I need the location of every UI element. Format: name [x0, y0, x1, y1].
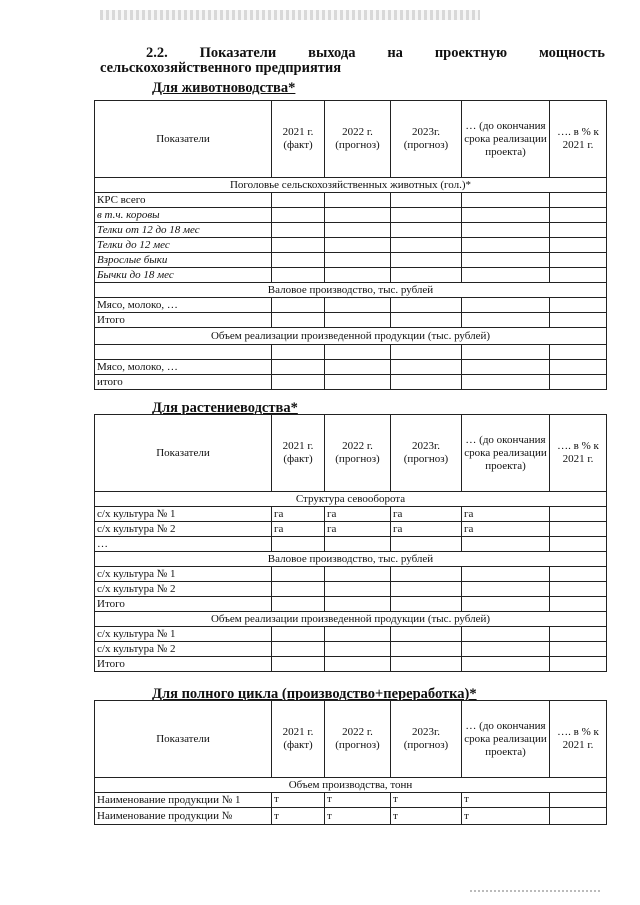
- row-label: Телки до 12 мес: [95, 238, 272, 253]
- table-row: [95, 193, 607, 208]
- unit-cell: т: [462, 808, 550, 825]
- section-heading: [100, 46, 605, 76]
- heading-line2: сельскохозяйственного предприятия: [100, 60, 342, 76]
- table-row: [95, 808, 607, 825]
- row-label: с/х культура № 2: [95, 582, 272, 597]
- table-row: [95, 253, 607, 268]
- section-label: Объем реализации произведенной продукции (тыс. рублей): [95, 612, 607, 627]
- col-2023: 2023г. (прогноз): [391, 415, 462, 492]
- table-row: [95, 582, 607, 597]
- row-label: с/х культура № 1: [95, 567, 272, 582]
- unit-cell: га: [272, 522, 325, 537]
- unit-cell: т: [272, 793, 325, 808]
- col-percent: …. в % к 2021 г.: [550, 415, 607, 492]
- row-label: Бычки до 18 мес: [95, 268, 272, 283]
- row-label: Наименование продукции № 1: [95, 793, 272, 808]
- row-label: с/х культура № 1: [95, 507, 272, 522]
- crop-title: Для растениеводства*: [152, 400, 298, 416]
- col-until-end: … (до окончания срока реализации проекта): [462, 701, 550, 778]
- table-row: [95, 597, 607, 612]
- unit-cell: т: [325, 793, 391, 808]
- unit-cell: га: [325, 507, 391, 522]
- table-row: [95, 360, 607, 375]
- table-row: [95, 507, 607, 522]
- row-label: Итого: [95, 597, 272, 612]
- col-until-end: … (до окончания срока реализации проекта): [462, 415, 550, 492]
- heading-word: проектную: [434, 45, 508, 61]
- col-2023: 2023г. (прогноз): [391, 101, 462, 178]
- table-row: [95, 537, 607, 552]
- col-2022: 2022 г. (прогноз): [325, 701, 391, 778]
- col-indicators: Показатели: [95, 701, 272, 778]
- table-row: [95, 567, 607, 582]
- col-percent: …. в % к 2021 г.: [550, 101, 607, 178]
- col-indicators: Показатели: [95, 101, 272, 178]
- header-row: [95, 415, 607, 492]
- table-row: [95, 522, 607, 537]
- header-row: [95, 701, 607, 778]
- row-label: КРС всего: [95, 193, 272, 208]
- unit-cell: га: [272, 507, 325, 522]
- section-row: [95, 778, 607, 793]
- unit-cell: га: [391, 522, 462, 537]
- table-row: [95, 345, 607, 360]
- unit-cell: га: [325, 522, 391, 537]
- table-row: [95, 298, 607, 313]
- unit-cell: т: [325, 808, 391, 825]
- table-row: [95, 793, 607, 808]
- unit-cell: га: [462, 522, 550, 537]
- col-until-end: … (до окончания срока реализации проекта): [462, 101, 550, 178]
- section-row: [95, 283, 607, 298]
- table-row: [95, 208, 607, 223]
- row-label: Наименование продукции №: [95, 808, 272, 825]
- section-label: Валовое производство, тыс. рублей: [95, 552, 607, 567]
- row-label: с/х культура № 1: [95, 627, 272, 642]
- heading-word: выхода: [308, 45, 356, 61]
- table-row: [95, 627, 607, 642]
- row-label: Мясо, молоко, …: [95, 360, 272, 375]
- row-label: Мясо, молоко, …: [95, 298, 272, 313]
- unit-cell: га: [462, 507, 550, 522]
- row-label: итого: [95, 375, 272, 390]
- row-label: Итого: [95, 657, 272, 672]
- row-label: в т.ч. коровы: [95, 208, 272, 223]
- unit-cell: т: [391, 808, 462, 825]
- unit-cell: га: [391, 507, 462, 522]
- full-cycle-table: [94, 700, 607, 825]
- section-row: [95, 492, 607, 507]
- row-label: Взрослые быки: [95, 253, 272, 268]
- col-percent: …. в % к 2021 г.: [550, 701, 607, 778]
- section-label: Структура севооборота: [95, 492, 607, 507]
- heading-word: Показатели: [199, 45, 277, 61]
- full-cycle-title: Для полного цикла (производство+переработка)*: [152, 686, 477, 702]
- table-row: [95, 268, 607, 283]
- row-label: с/х культура № 2: [95, 642, 272, 657]
- scan-artifact: [470, 890, 600, 892]
- table-row: [95, 642, 607, 657]
- header-row: [95, 101, 607, 178]
- table-row: [95, 313, 607, 328]
- section-row: [95, 178, 607, 193]
- section-label: Поголовье сельскохозяйственных животных (гол.)*: [95, 178, 607, 193]
- unit-cell: т: [272, 808, 325, 825]
- section-label: Объем производства, тонн: [95, 778, 607, 793]
- crop-table: [94, 414, 607, 672]
- table-row: [95, 375, 607, 390]
- livestock-title: Для животноводства*: [152, 80, 296, 96]
- col-indicators: Показатели: [95, 415, 272, 492]
- section-number: 2.2.: [146, 45, 168, 61]
- section-row: [95, 328, 607, 345]
- section-label: Объем реализации произведенной продукции (тыс. рублей): [95, 328, 607, 345]
- section-label: Валовое производство, тыс. рублей: [95, 283, 607, 298]
- table-row: [95, 657, 607, 672]
- col-2021: 2021 г. (факт): [272, 101, 325, 178]
- col-2022: 2022 г. (прогноз): [325, 415, 391, 492]
- heading-word: на: [387, 45, 403, 61]
- col-2022: 2022 г. (прогноз): [325, 101, 391, 178]
- unit-cell: т: [462, 793, 550, 808]
- row-label: …: [95, 537, 272, 552]
- table-row: [95, 223, 607, 238]
- col-2021: 2021 г. (факт): [272, 701, 325, 778]
- row-label: Итого: [95, 313, 272, 328]
- section-row: [95, 612, 607, 627]
- col-2023: 2023г. (прогноз): [391, 701, 462, 778]
- table-row: [95, 238, 607, 253]
- heading-word: мощность: [538, 45, 605, 61]
- section-row: [95, 552, 607, 567]
- scan-artifact: [100, 10, 480, 20]
- livestock-table: [94, 100, 607, 390]
- col-2021: 2021 г. (факт): [272, 415, 325, 492]
- unit-cell: т: [391, 793, 462, 808]
- row-label: Телки от 12 до 18 мес: [95, 223, 272, 238]
- row-label: с/х культура № 2: [95, 522, 272, 537]
